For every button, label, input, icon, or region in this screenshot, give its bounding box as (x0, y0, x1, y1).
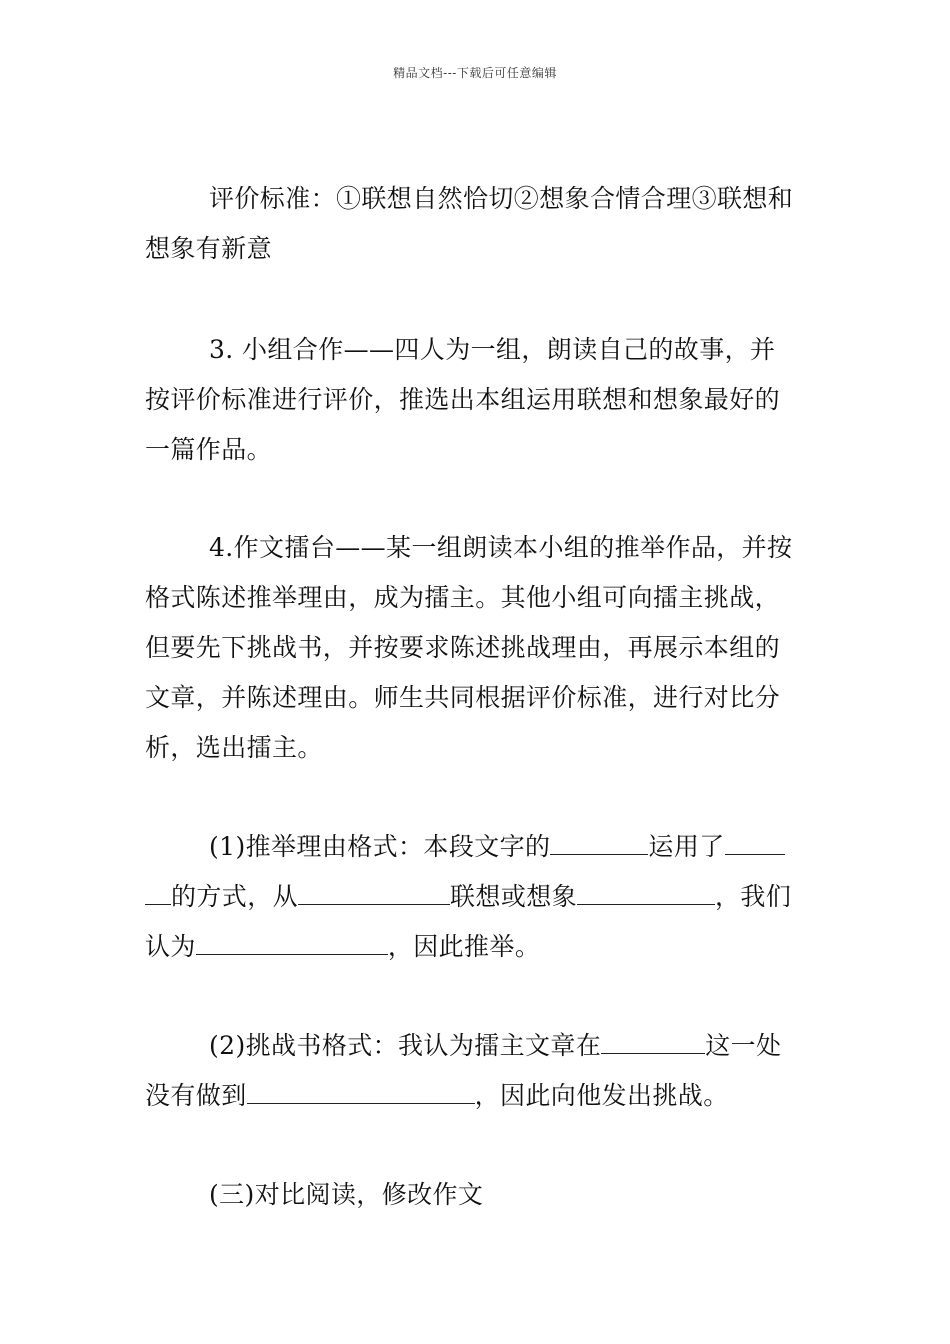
fill-blank[interactable] (550, 832, 648, 855)
fill-blank[interactable] (247, 1081, 475, 1104)
step4-line-2: 格式陈述推举理由，成为擂主。其他小组可向擂主挑战， (145, 583, 781, 612)
format2-paragraph (145, 1021, 807, 1121)
format2-text-3: 没有做到 (145, 1081, 247, 1110)
criteria-paragraph (145, 174, 807, 274)
fill-blank[interactable] (196, 932, 388, 955)
step3-line-3: 一篇作品。 (145, 435, 273, 464)
fill-blank[interactable] (725, 832, 785, 855)
format2-line-2 (145, 1071, 807, 1121)
format2-line-1 (145, 1021, 807, 1071)
format1-line-2 (145, 872, 807, 922)
format1-text-4: 联想或想象 (450, 882, 578, 911)
step4-line-5: 析，选出擂主。 (145, 733, 323, 762)
format1-text-7: ，因此推举。 (387, 932, 541, 961)
format1-paragraph (145, 822, 807, 972)
format1-line-1 (145, 822, 807, 872)
step4-line-3: 但要先下挑战书，并按要求陈述挑战理由，再展示本组的 (145, 633, 781, 662)
step4-line-4: 文章，并陈述理由。师生共同根据评价标准，进行对比分 (145, 683, 781, 712)
section3-title: (三)对比阅读，修改作文 (209, 1180, 484, 1209)
section3-paragraph (145, 1170, 807, 1220)
fill-blank[interactable] (298, 882, 450, 905)
criteria-line-2: 想象有新意 (145, 234, 273, 263)
format1-line-3 (145, 922, 807, 972)
step4-paragraph (145, 523, 807, 773)
format1-text-3: 的方式，从 (171, 882, 299, 911)
criteria-line-1: 评价标准：①联想自然恰切②想象合情合理③联想和 (209, 184, 794, 213)
format2-text-2: 这一处 (705, 1031, 782, 1060)
format2-text-1: (2)挑战书格式：我认为擂主文章在 (209, 1031, 602, 1060)
fill-blank[interactable] (145, 882, 171, 905)
step4-line-1: 4.作文擂台——某一组朗读本小组的推举作品，并按 (209, 533, 793, 562)
step3-line-2: 按评价标准进行评价，推选出本组运用联想和想象最好的 (145, 385, 781, 414)
step3-line-1: 3. 小组合作——四人为一组，朗读自己的故事，并 (209, 335, 776, 364)
fill-blank[interactable] (601, 1031, 705, 1054)
page-header: 精品文档---下载后可任意编辑 (393, 66, 557, 80)
format1-text-5: ，我们 (715, 882, 792, 911)
format2-text-4: ，因此向他发出挑战。 (474, 1081, 729, 1110)
format1-text-2: 运用了 (648, 832, 725, 861)
fill-blank[interactable] (577, 882, 715, 905)
format1-text-6: 认为 (145, 932, 196, 961)
step3-paragraph (145, 325, 807, 475)
format1-text-1: (1)推举理由格式：本段文字的 (209, 832, 551, 861)
